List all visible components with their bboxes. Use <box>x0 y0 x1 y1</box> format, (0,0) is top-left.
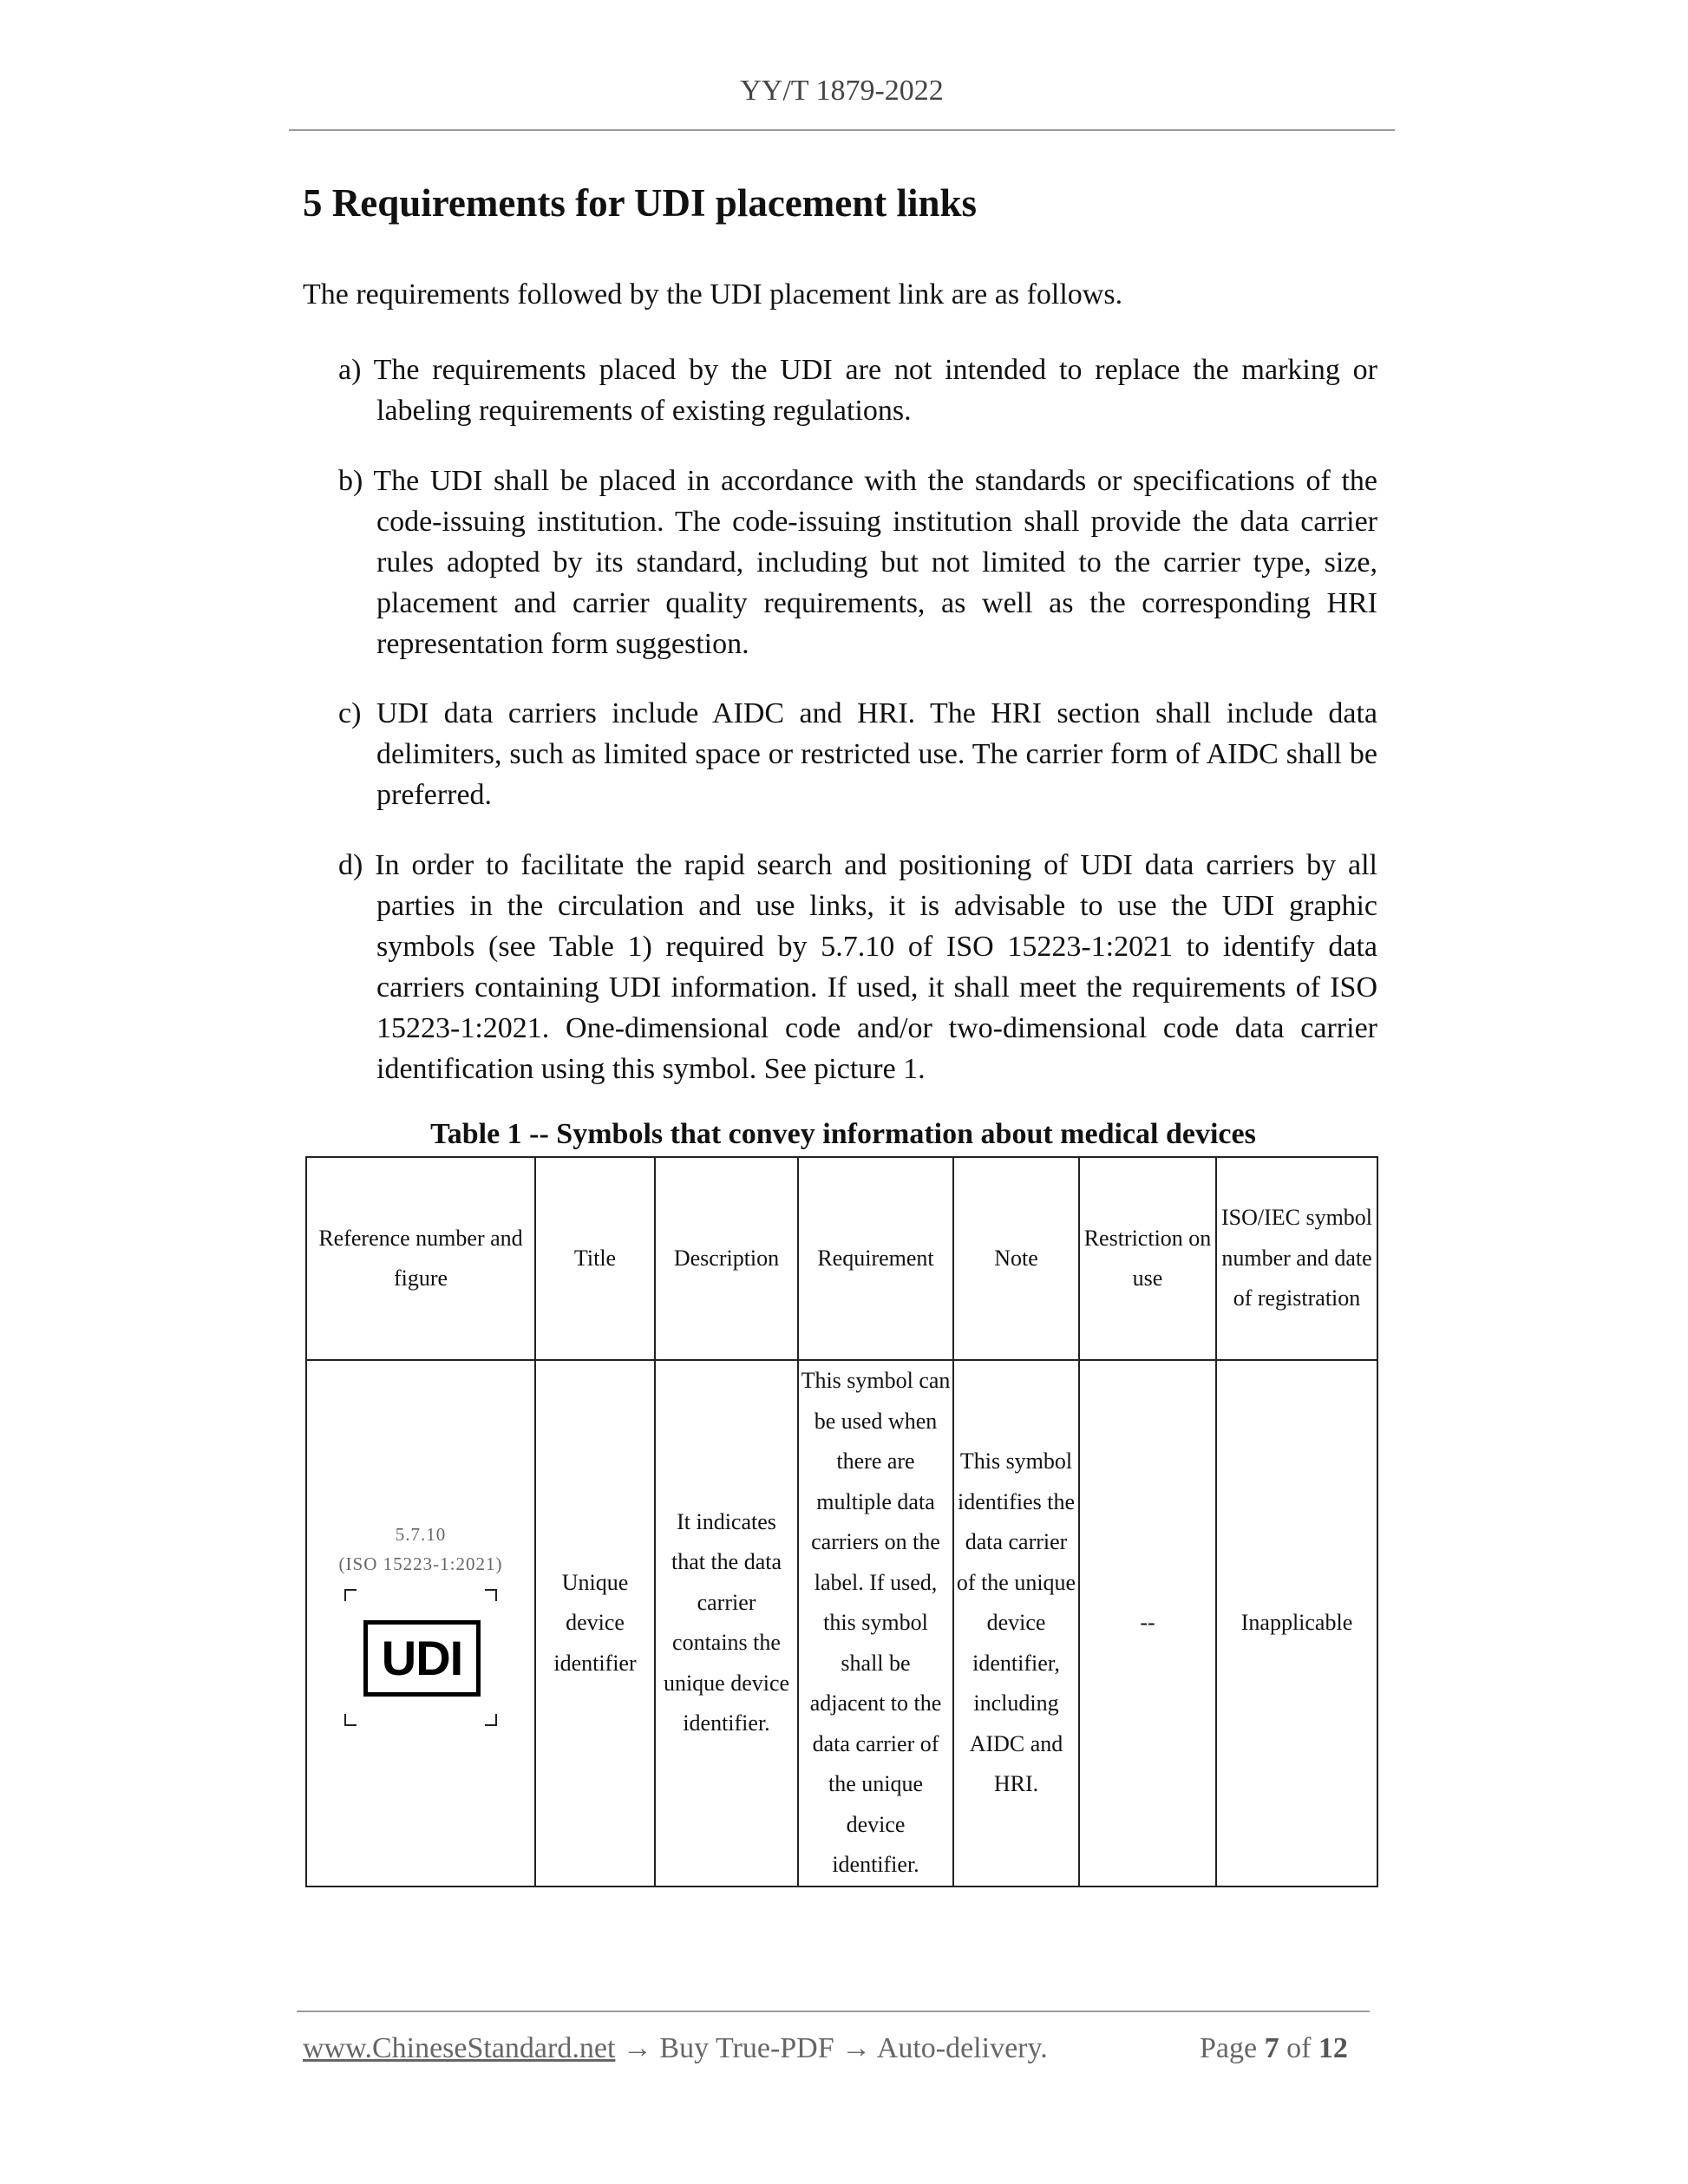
header-reference: Reference number and figure <box>306 1157 535 1360</box>
header-note: Note <box>953 1157 1079 1360</box>
cell-reference-figure <box>306 1360 535 1886</box>
promo-text: → Buy True-PDF → Auto-delivery. <box>615 2032 1048 2064</box>
corner-mark-icon <box>485 1589 497 1601</box>
cell-description: It indicates that the data carrier contains the unique device identifier. <box>655 1360 798 1886</box>
total-pages: 12 <box>1318 2032 1348 2064</box>
table-caption: Table 1 -- Symbols that convey information about medical devices <box>430 1118 1256 1150</box>
current-page: 7 <box>1264 2032 1279 2064</box>
requirement-item-b: b) The UDI shall be placed in accordance with the standards or specifications of the code-issuing institution. The code-issuing institution shall provide the data carrier rules adopted by its standard, including but not limited to the carrier type, size, placement and carrier quality requirements, as well as the corresponding HRI representation form suggestion. <box>338 465 1377 660</box>
footer-promo <box>303 2032 1048 2065</box>
requirement-item-c: c) UDI data carriers include AIDC and HRI. The HRI section shall include data delimiters, such as limited space or restricted use. The carrier form of AIDC shall be preferred. <box>338 697 1377 811</box>
running-header: YY/T 1879-2022 <box>740 75 944 107</box>
header-registration: ISO/IEC symbol number and date of registration <box>1216 1157 1377 1360</box>
header-requirement: Requirement <box>798 1157 953 1360</box>
corner-mark-icon <box>344 1714 357 1726</box>
header-divider <box>289 129 1395 131</box>
corner-mark-icon <box>344 1589 357 1601</box>
corner-mark-icon <box>485 1714 497 1726</box>
header-description: Description <box>655 1157 798 1360</box>
reference-number: 5.7.10 <box>395 1524 447 1546</box>
reference-standard: (ISO 15223-1:2021) <box>338 1553 503 1575</box>
requirement-item-a: a) The requirements placed by the UDI are not intended to replace the marking or labeling requirements of existing regulations. <box>338 354 1377 427</box>
section-intro: The requirements followed by the UDI placement link are as follows. <box>303 278 1123 311</box>
header-title: Title <box>535 1157 655 1360</box>
cell-note: This symbol identifies the data carrier of the unique device identifier, including AIDC and HRI. <box>953 1360 1079 1886</box>
section-heading: 5 Requirements for UDI placement links <box>303 181 978 225</box>
table-row <box>306 1360 1377 1886</box>
symbols-table <box>305 1156 1378 1887</box>
footer-divider <box>297 2011 1370 2012</box>
page-indicator: Page 7 of 12 <box>1200 2032 1348 2064</box>
cell-registration: Inapplicable <box>1216 1360 1377 1886</box>
udi-symbol-figure <box>344 1589 497 1726</box>
cell-title: Unique device identifier <box>535 1360 655 1886</box>
site-link[interactable]: www.ChineseStandard.net <box>303 2032 616 2064</box>
cell-requirement: This symbol can be used when there are multiple data carriers on the label. If used, this symbol shall be adjacent to the data carrier of the unique device identifier. <box>798 1360 953 1886</box>
table-header-row <box>306 1157 1377 1360</box>
cell-restriction: -- <box>1079 1360 1216 1886</box>
udi-symbol-icon: UDI <box>363 1620 481 1697</box>
header-restriction: Restriction on use <box>1079 1157 1216 1360</box>
requirement-item-d: d) In order to facilitate the rapid search and positioning of UDI data carriers by all parties in the circulation and use links, it is advisable to use the UDI graphic symbols (see Table 1) required by 5.7.10 of ISO 15223-1:2021 to identify data carriers containing UDI information. If used, it shall meet the requirements of ISO 15223-1:2021. One-dimensional code and/or two-dimensional code data carrier identification using this symbol. See picture 1. <box>338 849 1377 1085</box>
